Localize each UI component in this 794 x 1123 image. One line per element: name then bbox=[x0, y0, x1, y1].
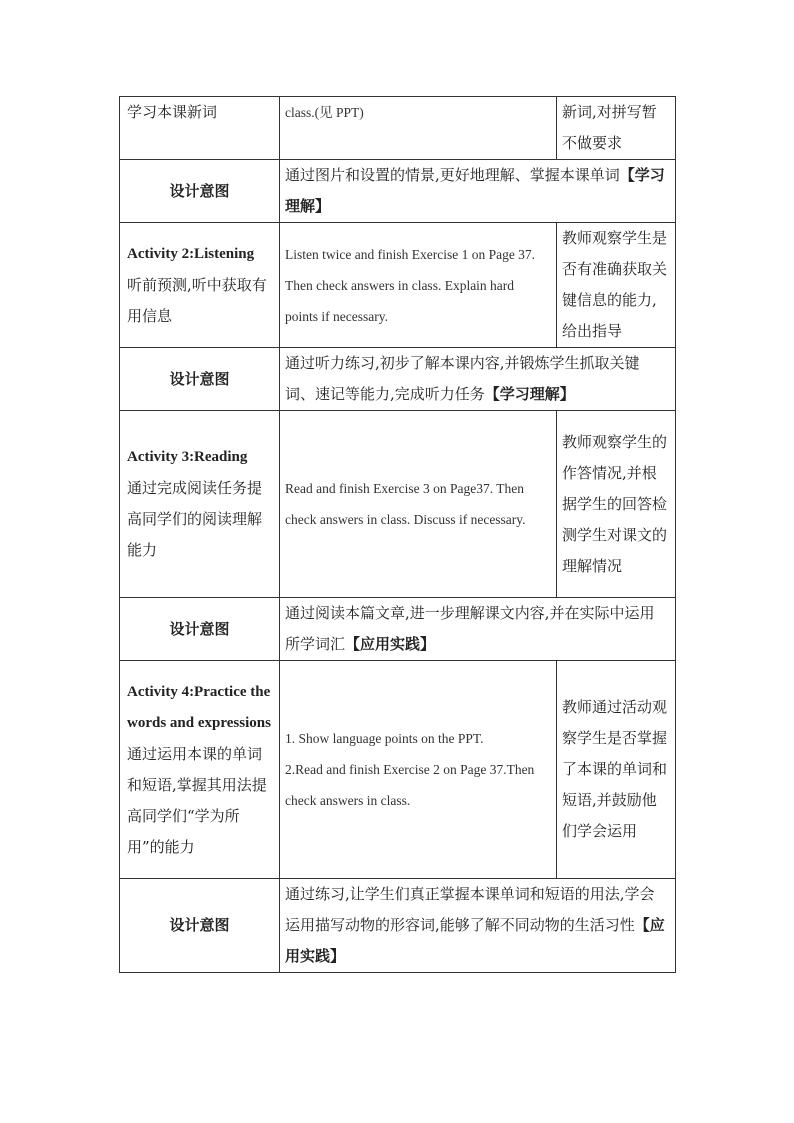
activity-cell bbox=[120, 223, 280, 348]
procedure-cell: class.(见 PPT) bbox=[280, 97, 557, 160]
table-row bbox=[120, 411, 676, 598]
evaluation-cell: 新词,对拼写暂不做要求 bbox=[557, 97, 676, 160]
design-intent-row bbox=[120, 160, 676, 223]
procedure-step-2: 2.Read and finish Exercise 2 on Page 37.Then check answers in class. bbox=[285, 762, 535, 808]
activity-cell bbox=[120, 661, 280, 879]
design-intent-row bbox=[120, 598, 676, 661]
procedure-cell: Read and finish Exercise 3 on Page37. Then check answers in class. Discuss if necessary. bbox=[280, 411, 557, 598]
evaluation-cell: 教师通过活动观察学生是否掌握了本课的单词和短语,并鼓励他们学会运用 bbox=[557, 661, 676, 879]
design-intent-row bbox=[120, 879, 676, 973]
activity-cell bbox=[120, 411, 280, 598]
core-literacy-tag: 【学习理解】 bbox=[285, 166, 665, 215]
design-intent-text: 通过练习,让学生们真正掌握本课单词和短语的用法,学会运用描写动物的形容词,能够了解不同动物的生活习性【应用实践】 bbox=[280, 879, 676, 973]
procedure-step-1: 1. Show language points on the PPT. bbox=[285, 731, 484, 746]
design-intent-label: 设计意图 bbox=[120, 598, 280, 661]
evaluation-cell: 教师观察学生的作答情况,并根据学生的回答检测学生对课文的理解情况 bbox=[557, 411, 676, 598]
activity-cell: 学习本课新词 bbox=[120, 97, 280, 160]
activity-description: 通过完成阅读任务提高同学们的阅读理解能力 bbox=[127, 479, 263, 559]
activity-title: Activity 3:Reading bbox=[127, 449, 248, 465]
design-intent-text: 通过阅读本篇文章,进一步理解课文内容,并在实际中运用所学词汇【应用实践】 bbox=[280, 598, 676, 661]
activity-description: 通过运用本课的单词和短语,掌握其用法提高同学们“学为所用”的能力 bbox=[127, 744, 267, 856]
evaluation-cell: 教师观察学生是否有准确获取关键信息的能力,给出指导 bbox=[557, 223, 676, 348]
design-intent-label: 设计意图 bbox=[120, 160, 280, 223]
lesson-plan-table bbox=[119, 96, 676, 973]
table-row bbox=[120, 223, 676, 348]
design-intent-row bbox=[120, 348, 676, 411]
table-row bbox=[120, 661, 676, 879]
table-row bbox=[120, 97, 676, 160]
design-intent-text: 通过图片和设置的情景,更好地理解、掌握本课单词【学习理解】 bbox=[280, 160, 676, 223]
design-intent-label: 设计意图 bbox=[120, 348, 280, 411]
design-intent-label: 设计意图 bbox=[120, 879, 280, 973]
procedure-cell bbox=[280, 661, 557, 879]
core-literacy-tag: 【应用实践】 bbox=[285, 916, 665, 965]
core-literacy-tag: 【学习理解】 bbox=[484, 385, 575, 403]
activity-title: Activity 4:Practice the words and expressions bbox=[127, 683, 271, 731]
procedure-cell: Listen twice and finish Exercise 1 on Page 37. Then check answers in class. Explain hard points if necessary. bbox=[280, 223, 557, 348]
design-intent-text: 通过听力练习,初步了解本课内容,并锻炼学生抓取关键词、速记等能力,完成听力任务【学习理解】 bbox=[280, 348, 676, 411]
activity-description: 听前预测,听中获取有用信息 bbox=[127, 275, 267, 325]
activity-title: Activity 2:Listening bbox=[127, 245, 255, 262]
core-literacy-tag: 【应用实践】 bbox=[345, 635, 436, 653]
